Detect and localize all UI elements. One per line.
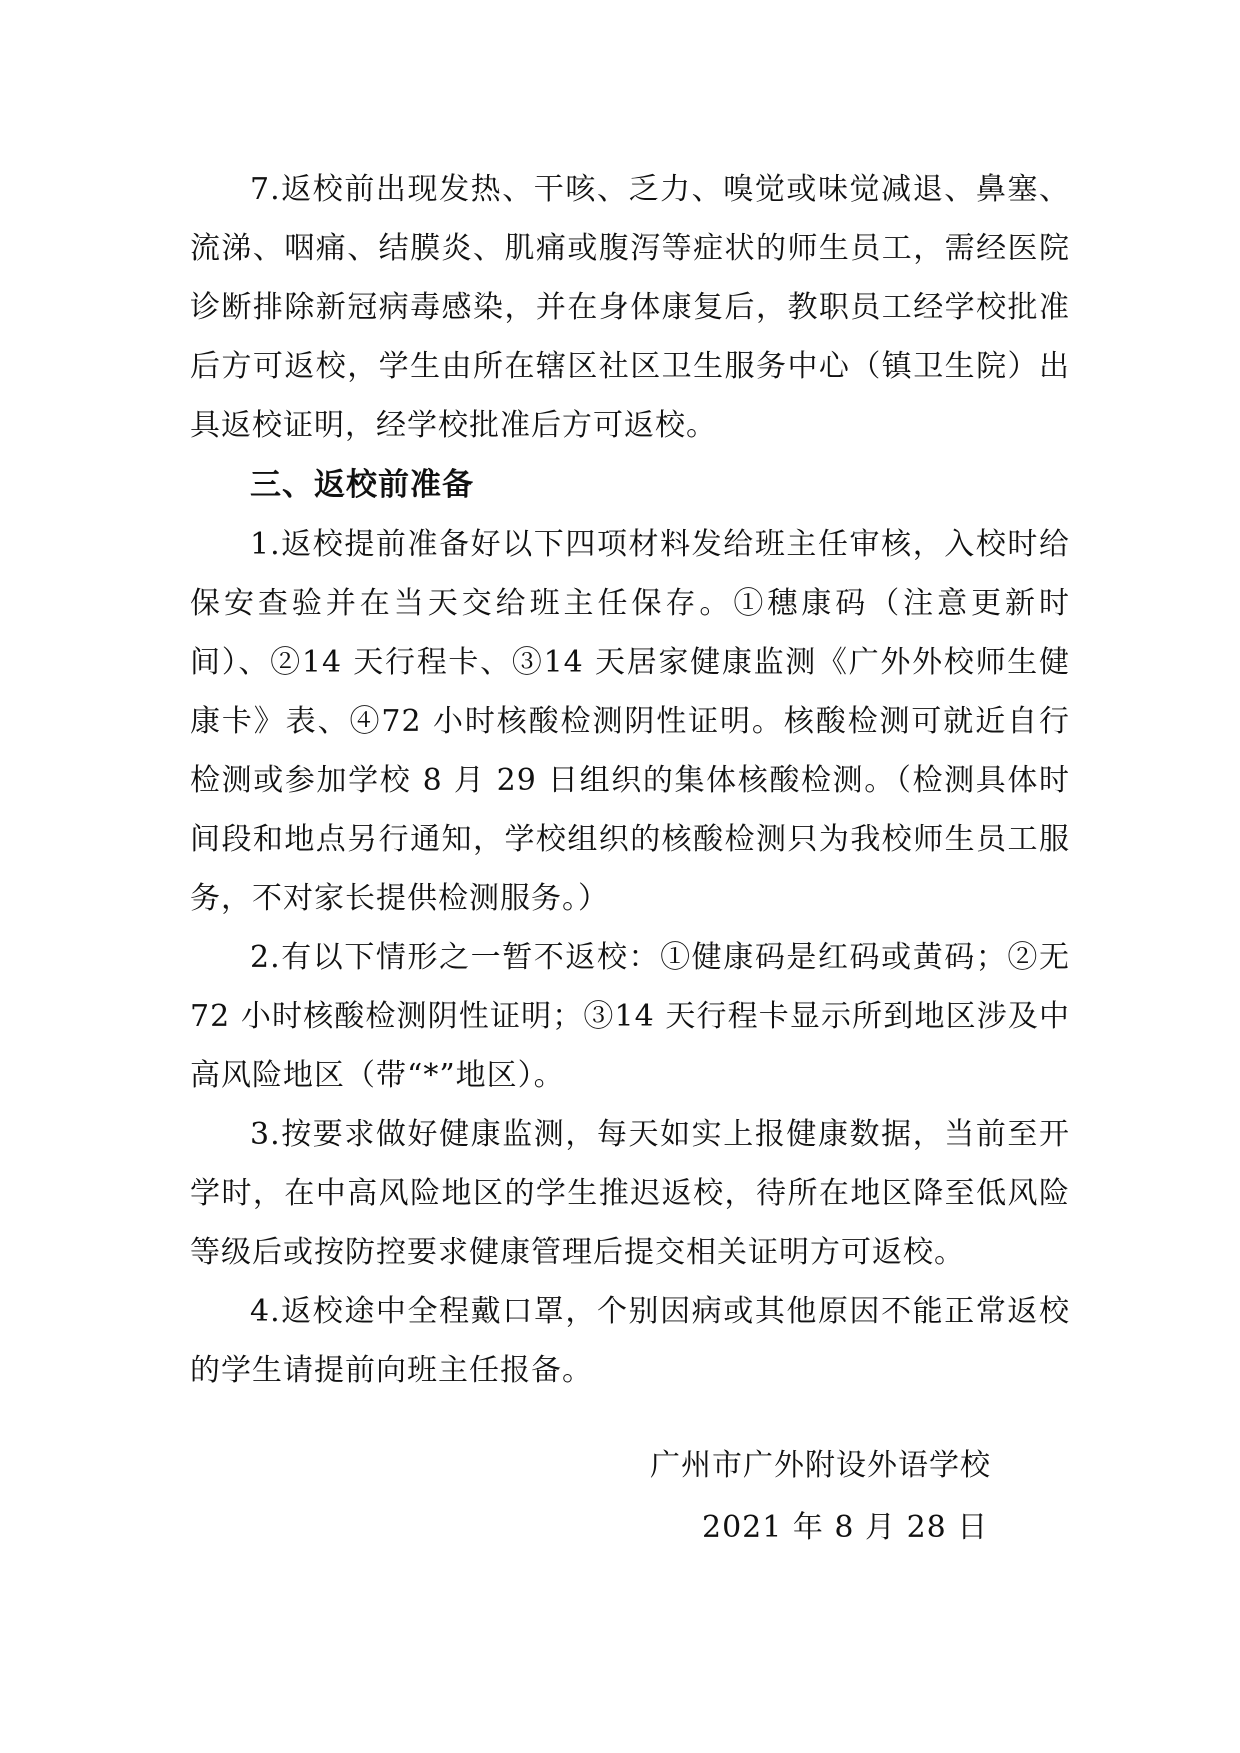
signature-date: 2021 年 8 月 28 日 bbox=[702, 1510, 989, 1545]
signature-block bbox=[650, 1435, 1070, 1559]
paragraph-item-7: 7.返校前出现发热、干咳、乏力、嗅觉或味觉减退、鼻塞、流涕、咽痛、结膜炎、肌痛或腹泻等症状的师生员工，需经医院诊断排除新冠病毒感染，并在身体康复后，教职员工经学校批准后方可返校，学生由所在辖区社区卫生服务中心（镇卫生院）出具返校证明，经学校批准后方可返校。 bbox=[190, 172, 1070, 443]
list-item-2: 2.有以下情形之一暂不返校：①健康码是红码或黄码；②无 72 小时核酸检测阴性证明；③14 天行程卡显示所到地区涉及中高风险地区（带“*”地区）。 bbox=[190, 940, 1070, 1093]
list-item-3: 3.按要求做好健康监测，每天如实上报健康数据，当前至开学时，在中高风险地区的学生推迟返校，待所在地区降至低风险等级后或按防控要求健康管理后提交相关证明方可返校。 bbox=[190, 1117, 1070, 1270]
document-body bbox=[190, 160, 1070, 1400]
signature-organization: 广州市广外附设外语学校 bbox=[650, 1448, 991, 1483]
list-item-4: 4.返校途中全程戴口罩，个别因病或其他原因不能正常返校的学生请提前向班主任报备。 bbox=[190, 1294, 1070, 1388]
list-item-1: 1.返校提前准备好以下四项材料发给班主任审核，入校时给保安查验并在当天交给班主任保存。①穗康码（注意更新时间）、②14 天行程卡、③14 天居家健康监测《广外外校师生健康卡》表、④72 小时核酸检测阴性证明。核酸检测可就近自行检测或参加学校 8 月 29 日组织的集体核酸检测。（检测具体时间段和地点另行通知，学校组织的核酸检测只为我校师生员工服务，不对家长提供检测服务。） bbox=[190, 527, 1070, 916]
section-heading: 三、返校前准备 bbox=[250, 467, 474, 503]
